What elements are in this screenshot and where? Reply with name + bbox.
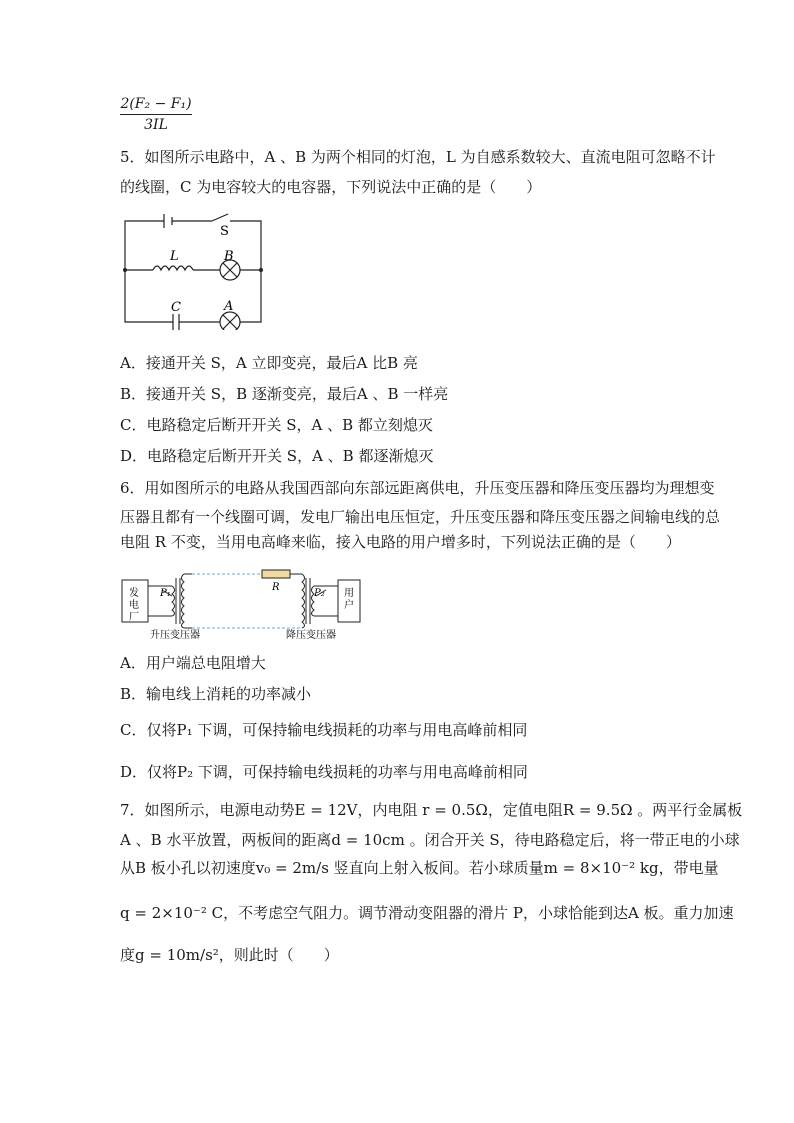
q5-bulb-b-label: B — [224, 249, 234, 264]
q6-step-down-label: 降压变压器 — [286, 630, 336, 641]
q6-transmission-diagram — [120, 566, 366, 644]
fraction-denominator: 3IL — [144, 117, 168, 133]
q5-option-b: B．接通开关 S，B 逐渐变亮，最后A 、B 一样亮 — [120, 385, 449, 403]
fraction-numerator: 2(F₂ − F₁) — [120, 96, 192, 115]
q5-inductor-label: L — [170, 249, 179, 264]
q6-option-a: A．用户端总电阻增大 — [120, 654, 266, 672]
q6-step-up-label: 升压变压器 — [150, 630, 200, 641]
q6-option-b: B．输电线上消耗的功率减小 — [120, 685, 312, 703]
q7-stem-line-3: 从B 板小孔以初速度v₀ = 2m/s 竖直向上射入板间。若小球质量m = 8×10⁻² kg，带电量 — [120, 859, 719, 877]
q6-option-c: C．仅将P₁ 下调，可保持输电线损耗的功率与用电高峰前相同 — [120, 721, 528, 739]
q5-circuit-diagram — [118, 208, 268, 330]
q6-p1-label: P₁ — [160, 588, 171, 599]
q7-stem-line-5: 度g = 10m/s²，则此时（ ） — [120, 946, 339, 964]
q5-capacitor-label: C — [171, 300, 181, 315]
q6-stem-line-3: 电阻 R 不变，当用电高峰来临，接入电路的用户增多时，下列说法正确的是（ ） — [120, 533, 681, 551]
q5-option-d: D．电路稳定后断开开关 S，A 、B 都逐渐熄灭 — [120, 447, 434, 465]
q5-stem-line-2: 的线圈，C 为电容较大的电容器，下列说法中正确的是（ ） — [120, 178, 542, 196]
q6-resistor-label: R — [272, 582, 280, 593]
fraction-answer — [120, 96, 192, 133]
q5-option-c: C．电路稳定后断开开关 S，A 、B 都立刻熄灭 — [120, 416, 433, 434]
q5-switch-label: S — [220, 224, 229, 239]
q6-stem-line-1: 6．用如图所示的电路从我国西部向东部远距离供电，升压变压器和降压变压器均为理想变 — [120, 479, 715, 497]
q6-option-d: D．仅将P₂ 下调，可保持输电线损耗的功率与用电高峰前相同 — [120, 763, 528, 781]
q6-stem-line-2: 压器且都有一个线圈可调，发电厂输出电压恒定，升压变压器和降压变压器之间输电线的总 — [120, 508, 721, 526]
q6-plant-label: 发电厂 — [129, 588, 139, 623]
q5-bulb-a-label: A — [224, 299, 234, 314]
q5-option-a: A．接通开关 S，A 立即变亮，最后A 比B 亮 — [120, 354, 418, 372]
q7-stem-line-2: A 、B 水平放置，两板间的距离d = 10cm 。闭合开关 S，待电路稳定后，将一带正电的小球 — [120, 831, 740, 849]
q7-stem-line-1: 7．如图所示，电源电动势E = 12V，内电阻 r = 0.5Ω，定值电阻R = 9.5Ω 。两平行金属板 — [120, 801, 743, 819]
q6-p2-label: P₂ — [314, 588, 325, 599]
q5-stem-line-1: 5．如图所示电路中，A 、B 为两个相同的灯泡，L 为自感系数较大、直流电阻可忽略不计 — [120, 148, 716, 166]
q6-user-label: 用户 — [344, 588, 354, 611]
q7-stem-line-4: q = 2×10⁻² C，不考虑空气阻力。调节滑动变阻器的滑片 P，小球恰能到达A 板。重力加速 — [120, 904, 734, 922]
